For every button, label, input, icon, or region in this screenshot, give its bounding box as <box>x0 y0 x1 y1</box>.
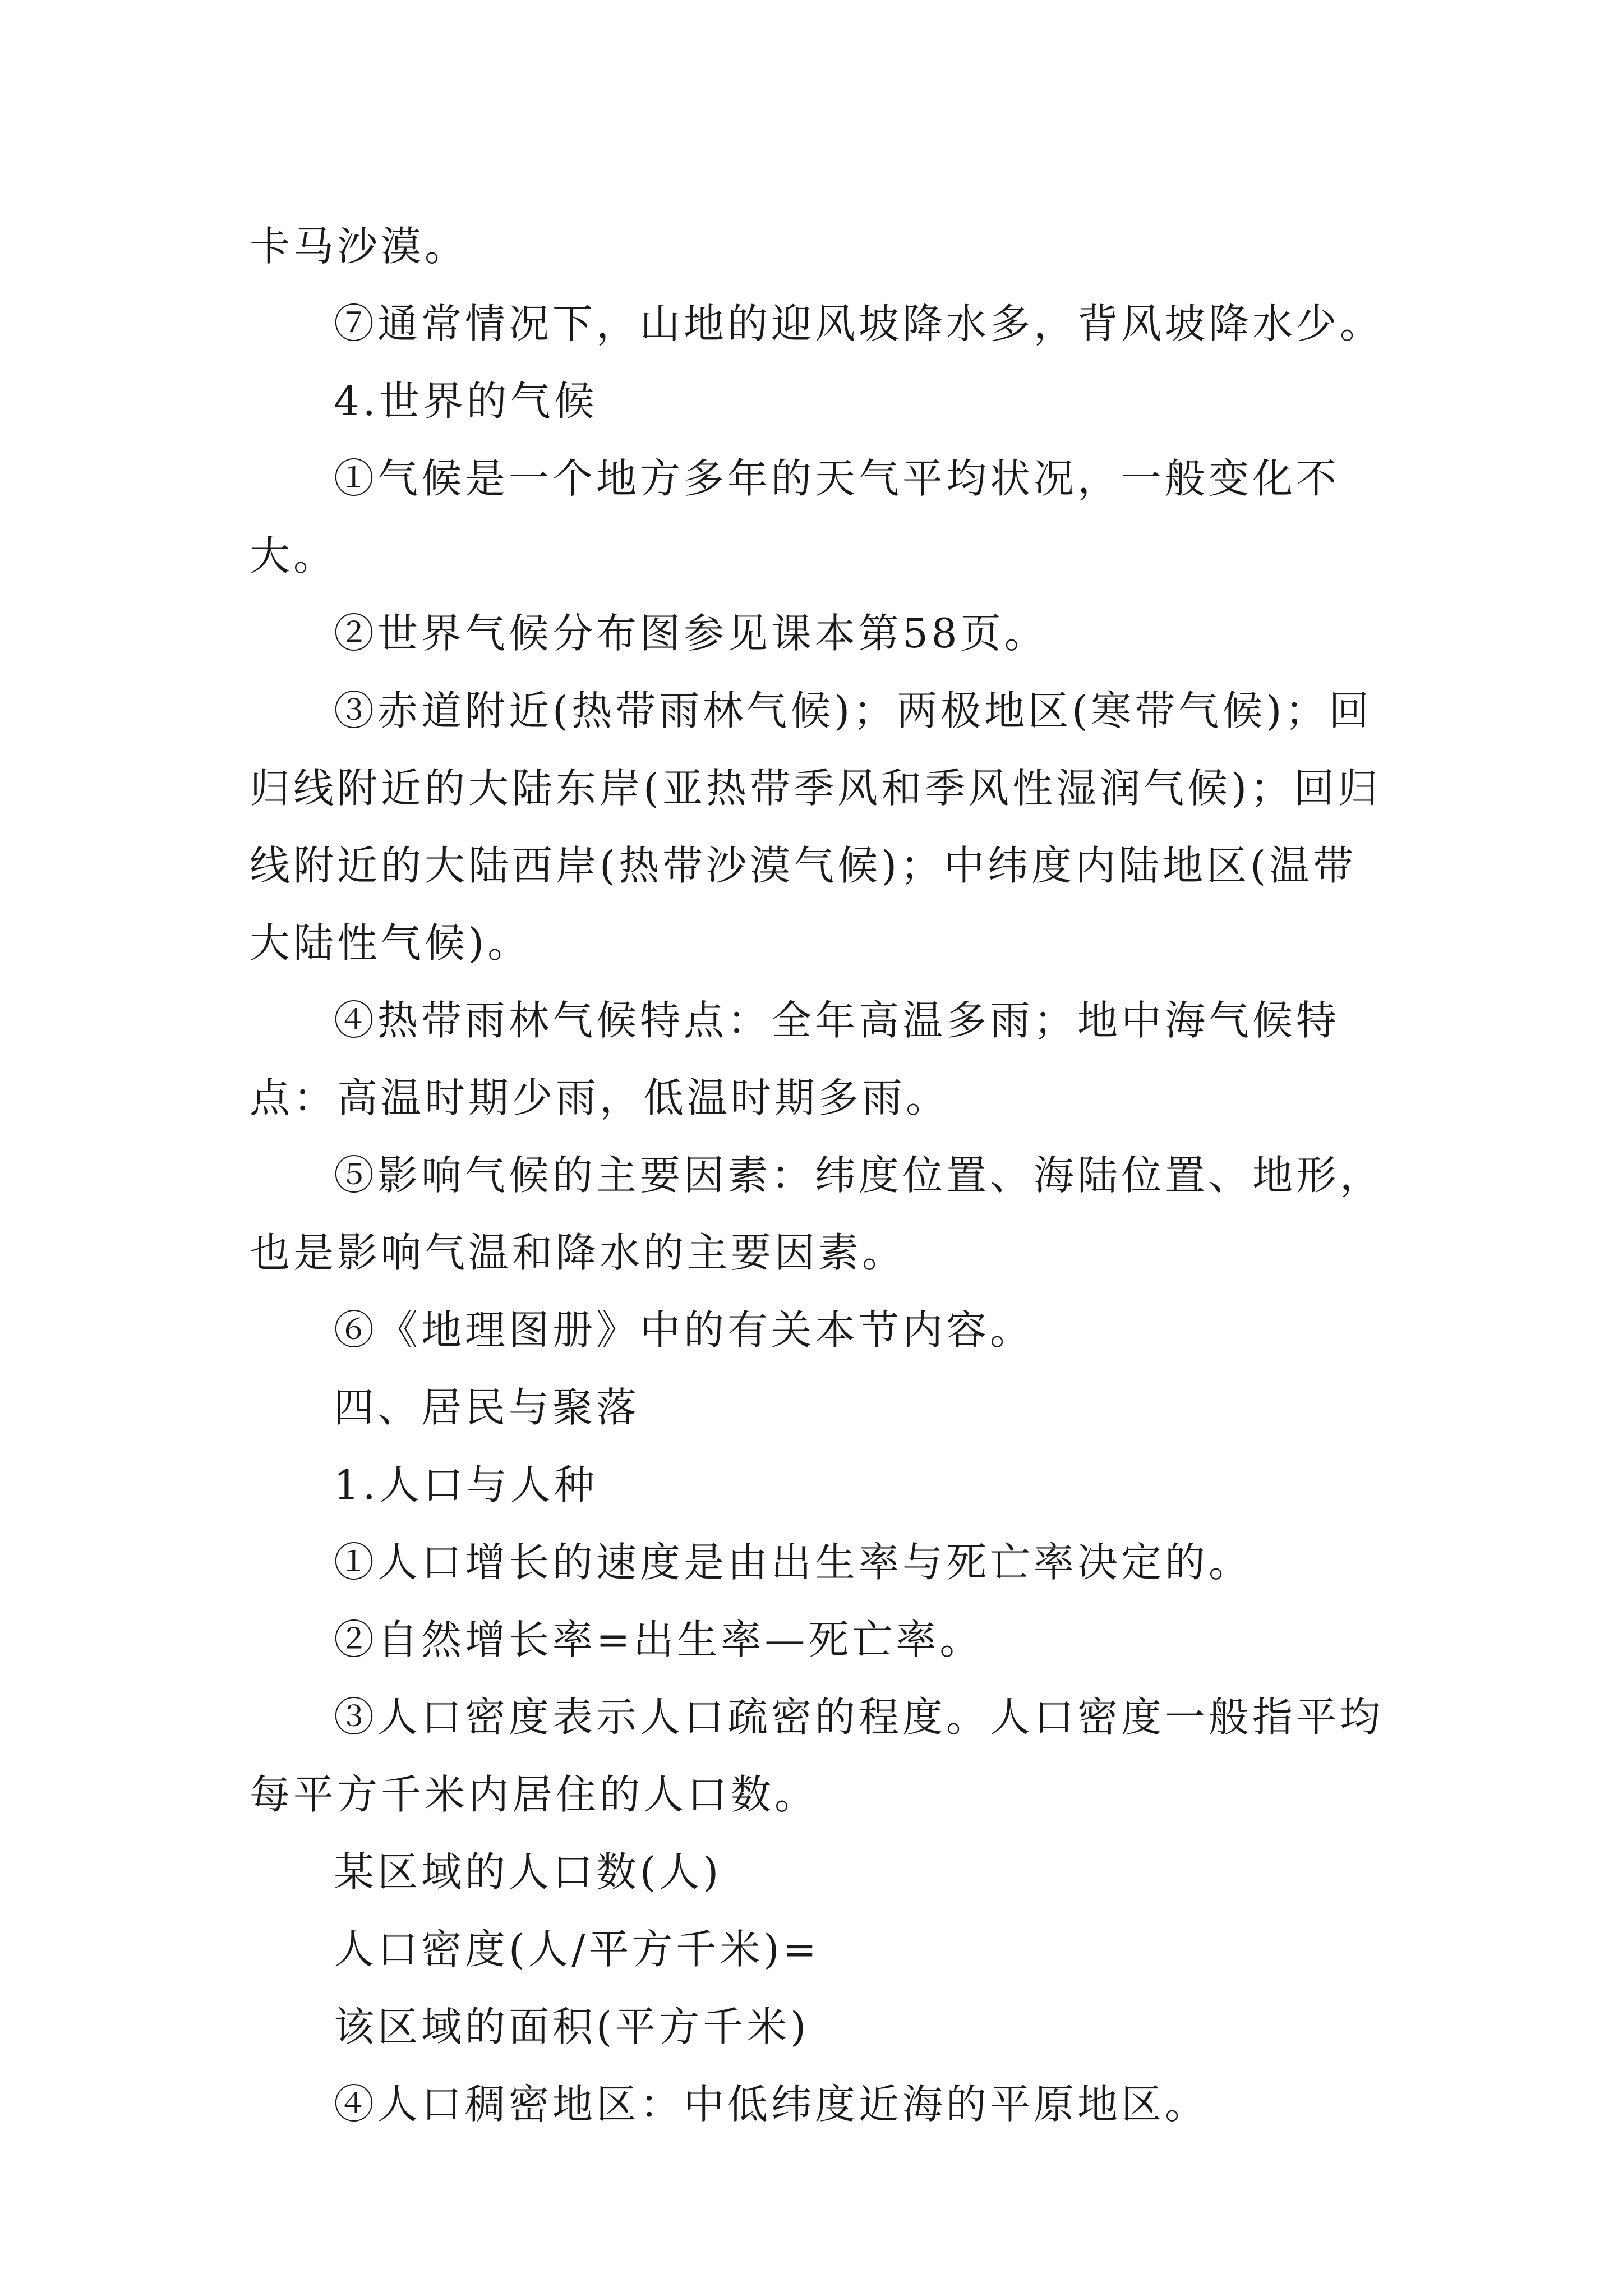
paragraph: ⑤影响气候的主要因素：纬度位置、海陆位置、地形，也是影响气温和降水的主要因素。 <box>250 1152 1384 1276</box>
section-heading: 1.人口与人种 <box>334 1461 598 1508</box>
paragraph: ①人口增长的速度是由出生率与死亡率决定的。 <box>334 1539 1253 1586</box>
formula-numerator: 某区域的人口数(人) <box>334 1848 722 1895</box>
section-heading: 4.世界的气候 <box>334 378 598 425</box>
formula-label: 人口密度(人/平方千米)= <box>334 1926 820 1973</box>
formula-line: ②自然增长率=出生率—死亡率。 <box>334 1616 984 1663</box>
paragraph: ④热带雨林气候特点：全年高温多雨；地中海气候特点：高温时期少雨，低温时期多雨。 <box>250 997 1340 1121</box>
paragraph: ③赤道附近(热带雨林气候)；两极地区(寒带气候)；回归线附近的大陆东岸(亚热带季风和季风性湿润气候)；回归线附近的大陆西岸(热带沙漠气候)；中纬度内陆地区(温带大陆性气候)。 <box>250 687 1382 967</box>
paragraph: ③人口密度表示人口疏密的程度。人口密度一般指平均每平方千米内居住的人口数。 <box>250 1694 1384 1818</box>
paragraph: ⑥《地理图册》中的有关本节内容。 <box>334 1306 1034 1354</box>
chapter-heading: 四、居民与聚落 <box>334 1384 640 1431</box>
paragraph: ②世界气候分布图参见课本第58页。 <box>334 610 1048 657</box>
paragraph: ④人口稠密地区：中低纬度近海的平原地区。 <box>334 2081 1209 2128</box>
paragraph: ⑦通常情况下，山地的迎风坡降水多，背风坡降水少。 <box>334 300 1384 347</box>
paragraph: ①气候是一个地方多年的天气平均状况，一般变化不大。 <box>250 455 1340 579</box>
document-body <box>250 208 1394 2143</box>
formula-denominator: 该区域的面积(平方千米) <box>334 2003 810 2050</box>
paragraph: 卡马沙漠。 <box>250 223 469 270</box>
